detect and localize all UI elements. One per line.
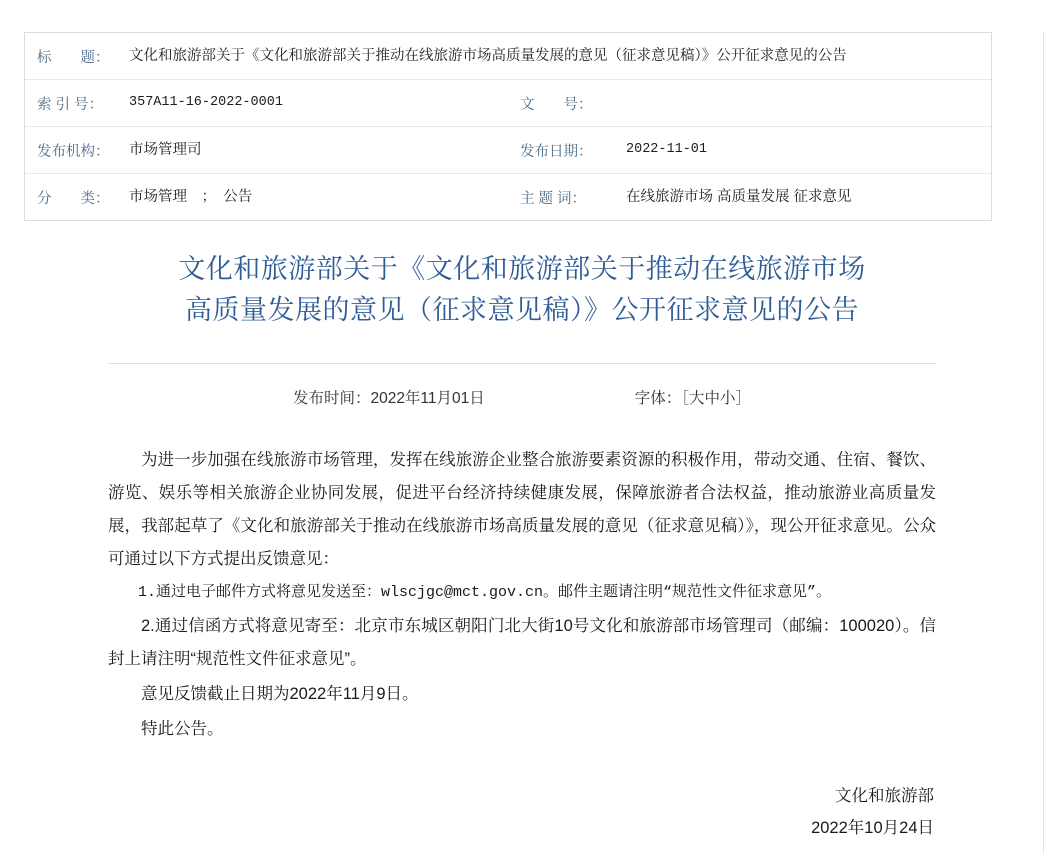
metadata-cell-index-number bbox=[25, 80, 508, 126]
article bbox=[108, 239, 936, 844]
metadata-value-index-number: 357A11-16-2022-0001 bbox=[129, 95, 283, 111]
metadata-value-title: 文化和旅游部关于《文化和旅游部关于推动在线旅游市场高质量发展的意见（征求意见稿）》公开征求意见的公告 bbox=[129, 48, 847, 64]
metadata-label-doc-number: 文 号： bbox=[520, 97, 593, 114]
metadata-cell-doc-number bbox=[508, 80, 991, 126]
page-title-line-2: 高质量发展的意见（征求意见稿）》公开征求意见的公告 bbox=[185, 295, 859, 326]
metadata-cell-title bbox=[25, 33, 991, 79]
metadata-label-keywords: 主 题 词： bbox=[520, 191, 587, 208]
page-title-line-1: 文化和旅游部关于《文化和旅游部关于推动在线旅游市场 bbox=[178, 254, 866, 285]
article-subbar bbox=[108, 364, 936, 422]
metadata-cell-keywords bbox=[508, 174, 991, 220]
page-title bbox=[108, 239, 936, 337]
metadata-row-publisher bbox=[25, 127, 991, 174]
paragraph: 2.通过信函方式将意见寄至：北京市东城区朝阳门北大街10号文化和旅游部市场管理司（邮编：100020）。信封上请注明“规范性文件征求意见”。 bbox=[108, 617, 936, 669]
metadata-label-index-number: 索 引 号： bbox=[37, 97, 104, 114]
metadata-cell-publish-date bbox=[508, 127, 991, 173]
metadata-row-index bbox=[25, 80, 991, 127]
font-size-label[interactable]: 字体：［大中小］ bbox=[634, 390, 752, 408]
metadata-value-keywords: 在线旅游市场 高质量发展 征求意见 bbox=[626, 189, 852, 206]
document-metadata-table bbox=[24, 32, 992, 221]
signature-date: 2022年10月24日 bbox=[811, 819, 934, 838]
metadata-label-publisher: 发布机构： bbox=[37, 144, 110, 161]
metadata-value-publish-date: 2022-11-01 bbox=[626, 142, 708, 158]
metadata-row-category bbox=[25, 174, 991, 220]
article-body bbox=[108, 422, 936, 844]
publish-time: 发布时间：2022年11月01日 bbox=[292, 390, 485, 408]
metadata-cell-category bbox=[25, 174, 508, 220]
paragraph: 意见反馈截止日期为2022年11月9日。 bbox=[141, 685, 419, 704]
metadata-label-category: 分 类： bbox=[37, 191, 110, 208]
paragraph: 特此公告。 bbox=[141, 720, 224, 739]
metadata-label-title: 标 题： bbox=[37, 50, 110, 66]
metadata-value-category: 市场管理 ； 公告 bbox=[129, 189, 253, 206]
paragraph: 为进一步加强在线旅游市场管理，发挥在线旅游企业整合旅游要素资源的积极作用，带动交通、住宿、餐饮、游览、娱乐等相关旅游企业协同发展，促进平台经济持续健康发展，保障旅游者合法权益，推动旅游业高质量发展，我部起草了《文化和旅游部关于推动在线旅游市场高质量发展的意见（征求意见稿）》，现公开征求意见。公众可通过以下方式提出反馈意见： bbox=[108, 451, 936, 569]
metadata-row-title bbox=[25, 33, 991, 80]
metadata-cell-publisher bbox=[25, 127, 508, 173]
paragraph: 1.通过电子邮件方式将意见发送至：wlscjgc@mct.gov.cn。邮件主题请注明“规范性文件征求意见”。 bbox=[138, 584, 832, 602]
document-page bbox=[0, 32, 1044, 854]
metadata-value-publisher: 市场管理司 bbox=[129, 142, 202, 159]
signature-block bbox=[108, 780, 936, 844]
font-size-control[interactable] bbox=[635, 386, 751, 408]
metadata-label-publish-date: 发布日期： bbox=[520, 144, 593, 161]
signature-organization: 文化和旅游部 bbox=[835, 787, 934, 806]
